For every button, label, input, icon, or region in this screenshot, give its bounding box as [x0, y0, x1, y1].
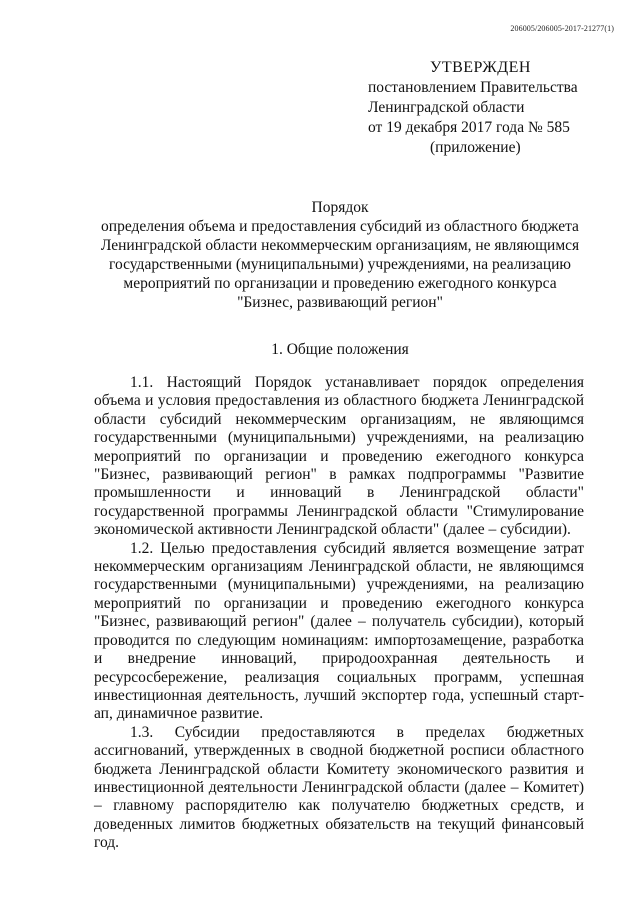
- document-title-line: Ленинградской области некоммерческим организациям, не являющимся: [100, 237, 580, 254]
- paragraph-1-1: 1.1. Настоящий Порядок устанавливает порядок определения объема и условия предоставления из областного бюджета Ленинградской области субсидий некоммерческим организациям, не являющимся государственными (муниципальными) учреждениями, на реализацию мероприятий по организации и проведению ежегодного конкурса "Бизнес, развивающий регион" в рамках подпрограммы "Развитие промышленности и инноваций в Ленинградской области" государственной программы Ленинградской области "Стимулирование экономической активности Ленинградской области" (далее – субсидии).: [94, 374, 584, 539]
- document-title-line: Порядок: [311, 199, 369, 216]
- approval-line-2: Ленинградской области: [368, 99, 525, 116]
- document-title-line: определения объема и предоставления субсидий из областного бюджета: [101, 218, 579, 235]
- approval-line-1: постановлением Правительства: [368, 79, 578, 96]
- document-code: 206005/206005-2017-21277(1): [510, 24, 614, 33]
- document-title-line: мероприятий по организации и проведению ежегодного конкурса: [123, 275, 557, 292]
- approval-appendix: (приложение): [430, 139, 521, 156]
- document-title-line: государственными (муниципальными) учреждениями, на реализацию: [109, 256, 571, 273]
- paragraph-1-2: 1.2. Целью предоставления субсидий является возмещение затрат некоммерческим организациям Ленинградской области, не являющимся государственными (муниципальными) учреждениями, на реализацию мероприятий по организации и проведению ежегодного конкурса "Бизнес, развивающий регион" (далее – получатель субсидии), который проводится по следующим номинациям: импортозамещение, разработка и внедрение инноваций, природоохранная деятельность и ресурсосбережение, реализация социальных программ, успешная инвестиционная деятельность, лучший экспортер года, успешный старт-ап, динамичное развитие.: [94, 539, 584, 723]
- section-body: [94, 374, 584, 853]
- paragraph-1-3: 1.3. Субсидии предоставляются в пределах бюджетных ассигнований, утвержденных в сводной бюджетной росписи областного бюджета Ленинградской области Комитету экономического развития и инвестиционной деятельности Ленинградской области (далее – Комитет) – главному распорядителю как получателю бюджетных средств, и доведенных лимитов бюджетных обязательств на текущий финансовый год.: [94, 723, 584, 852]
- approval-line-3: от 19 декабря 2017 года № 585: [368, 119, 570, 136]
- approval-title: УТВЕРЖДЕН: [430, 59, 531, 76]
- approval-stamp: [368, 58, 578, 158]
- document-title: [60, 198, 620, 312]
- document-title-line: "Бизнес, развивающий регион": [237, 294, 443, 311]
- section-heading: 1. Общие положения: [271, 341, 409, 358]
